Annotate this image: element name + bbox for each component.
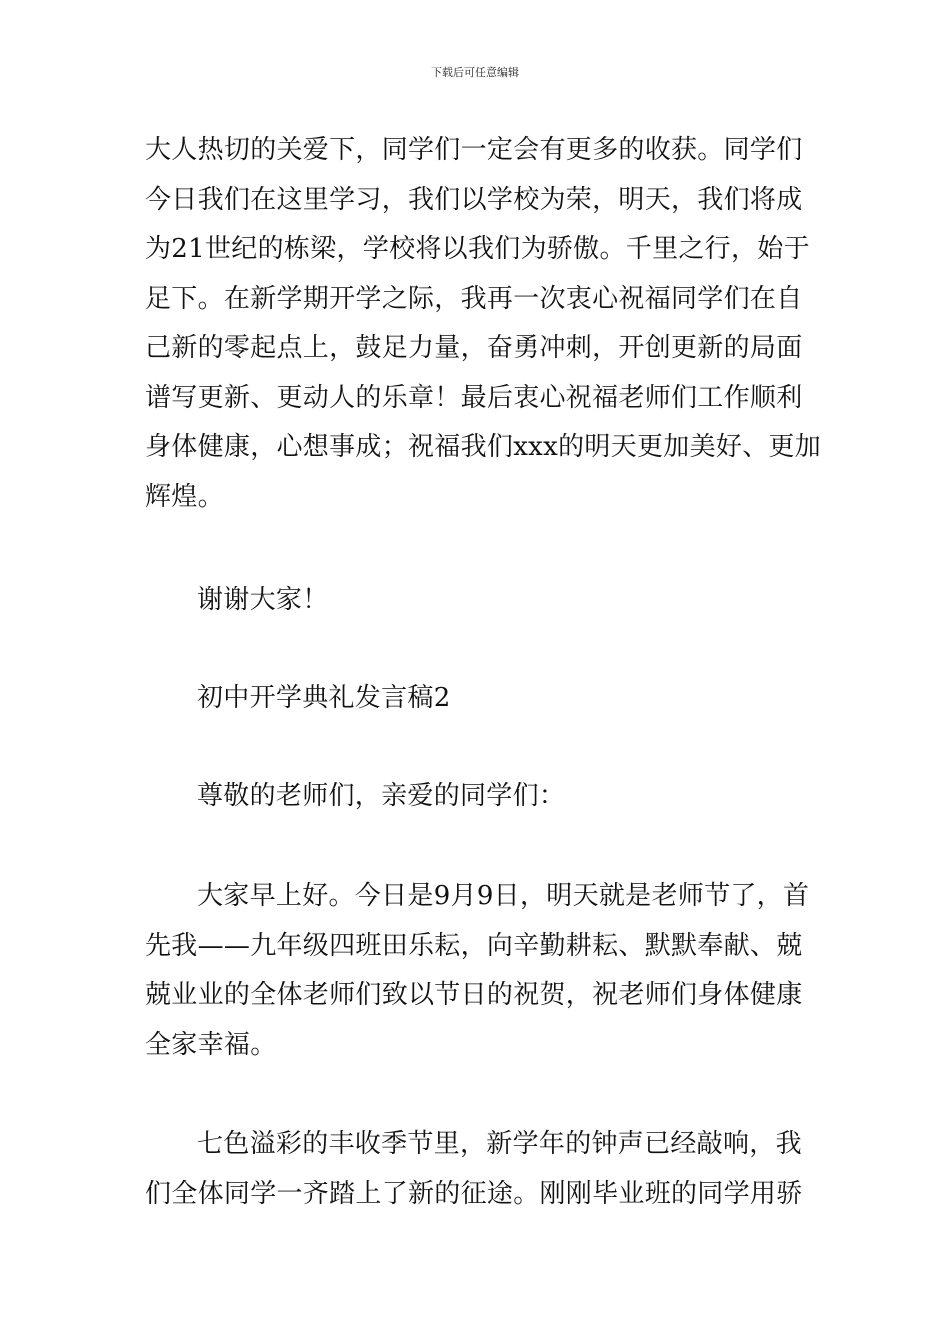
- text-line: 们全体同学一齐踏上了新的征途。刚刚毕业班的同学用骄: [145, 1178, 803, 1209]
- speech-title: [145, 674, 809, 724]
- text-line: 辉煌。: [145, 481, 224, 512]
- text-line: 初中开学典礼发言稿2: [197, 683, 451, 713]
- paragraph-season: [145, 1120, 809, 1219]
- text-line: 大家早上好。今日是9月9日，明天就是老师节了，首: [197, 881, 810, 911]
- text-line: 谢谢大家！: [197, 585, 329, 615]
- paragraph-salutation: [145, 772, 809, 822]
- paragraph-continuation: [145, 126, 822, 522]
- text-line: 足下。在新学期开学之际，我再一次衷心祝福同学们在自: [145, 283, 803, 314]
- text-line: 为21世纪的栋梁，学校将以我们为骄傲。千里之行，始于: [145, 234, 810, 264]
- text-line: 尊敬的老师们，亲爱的同学们：: [197, 781, 566, 811]
- paragraph-thanks: [145, 576, 809, 626]
- text-line: 兢业业的全体老师们致以节日的祝贺，祝老师们身体健康: [145, 980, 803, 1010]
- paragraph-greeting: [145, 872, 809, 1070]
- text-line: 大人热切的关爱下，同学们一定会有更多的收获。同学们: [145, 135, 803, 165]
- text-line: 七色溢彩的丰收季节里，新学年的钟声已经敲响，我: [197, 1129, 802, 1159]
- text-line: 先我——九年级四班田乐耘，向辛勤耕耘、默默奉献、兢: [145, 930, 803, 961]
- text-line: 今日我们在这里学习，我们以学校为荣，明天，我们将成: [145, 184, 803, 215]
- text-line: 身体健康，心想事成；祝福我们xxx的明天更加美好、更加: [145, 432, 822, 462]
- text-line: 己新的零起点上，鼓足力量，奋勇冲刺，开创更新的局面: [145, 333, 803, 363]
- text-line: 谱写更新、更动人的乐章！最后衷心祝福老师们工作顺利: [145, 382, 803, 413]
- text-line: 全家幸福。: [145, 1029, 277, 1060]
- page-header: 下载后可任意编辑: [431, 66, 519, 79]
